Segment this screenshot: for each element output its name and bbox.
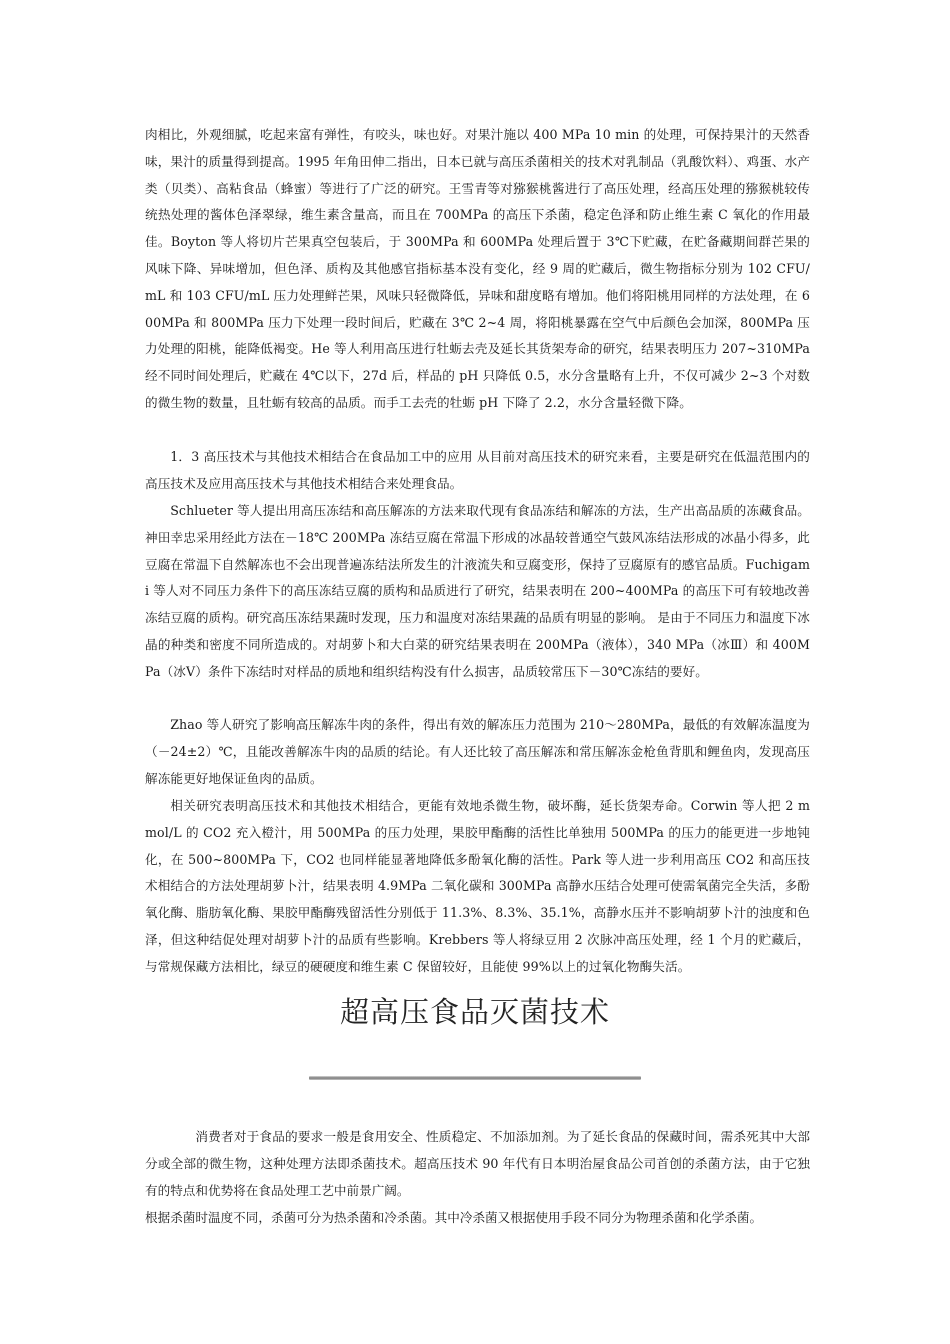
title-divider [309,1076,641,1080]
section-title: 超高压食品灭菌技术 [339,995,610,1029]
paragraph-sterilization-types: 根据杀菌时温度不同，杀菌可分为热杀菌和冷杀菌。其中冷杀菌又根据使用手段不同分为物理杀菌和化学杀菌。 [145,1210,763,1225]
paragraph-sterilization-intro: 消费者对于食品的要求一般是食用安全、性质稳定、不加添加剂。为了延长食品的保藏时间，需杀死其中大部分或全部的微生物，这种处理方法即杀菌技术。超高压技术 90 年代有日本明治屋食品公司首创的杀菌方法，由于它独有的特点和优势将在食品处理工艺中前景广阔。 [145,1129,810,1198]
paragraph-section-1-3: 1．3 高压技术与其他技术相结合在食品加工中的应用 从目前对高压技术的研究来看，主要是研究在低温范围内的高压技术及应用高压技术与其他技术相结合来处理食品。 [145,449,810,491]
paragraph-high-pressure-thawing: Zhao 等人研究了影响高压解冻牛肉的条件，得出有效的解冻压力范围为 210～280MPa，最低的有效解冻温度为（－24±2）℃，且能改善解冻牛肉的品质的结论。有人还比较了高压解冻和常压解冻金枪鱼背肌和鲤鱼肉，发现高压解冻能更好地保证鱼肉的品质。 [145,717,810,786]
paragraph-high-pressure-applications: 肉相比，外观细腻，吃起来富有弹性，有咬头，味也好。对果汁施以 400 MPa 10 min 的处理，可保持果汁的天然香味，果汁的质量得到提高。1995 年角田伸二指出，日本已就与高压杀菌相关的技术对乳制品（乳酸饮料）、鸡蛋、水产类（贝类）、高粘食品（蜂蜜）等进行了广泛的研究。王雪青等对猕猴桃酱进行了高压处理，经高压处理的猕猴桃较传统热处理的酱体色泽翠绿，维生素含量高，而且在 700MPa 的高压下杀菌，稳定色泽和防止维生素 C 氧化的作用最佳。Boyton 等人将切片芒果真空包装后，于 300MPa 和 600MPa 处理后置于 3℃下贮藏，在贮备藏期间群芒果的风味下降、异味增加，但色泽、质构及其他感官指标基本没有变化，经 9 周的贮藏后，微生物指标分别为 102 CFU/mL 和 103 CFU/mL 压力处理鲜芒果，风味只轻微降低，异味和甜度略有增加。他们将阳桃用同样的方法处理，在 600MPa 和 800MPa 压力下处理一段时间后，贮藏在 3℃ 2~4 周，将阳桃暴露在空气中后颜色会加深，800MPa 压力处理的阳桃，能降低褐变。He 等人利用高压进行牡蛎去壳及延长其货架寿命的研究，结果表明压力 207~310MPa 经不同时间处理后，贮藏在 4℃以下，27d 后，样品的 pH 只降低 0.5，水分含量略有上升，不仅可减少 2~3 个对数的微生物的数量，且牡蛎有较高的品质。而手工去壳的牡蛎 pH 下降了 2.2，水分含量轻微下降。 [145,127,810,410]
paragraph-combined-techniques: 相关研究表明高压技术和其他技术相结合，更能有效地杀微生物，破坏酶，延长货架寿命。Corwin 等人把 2 m mol/L 的 CO2 充入橙汁，用 500MPa 的压力处理，果胶甲酯酶的活性比单独用 500MPa 的压力的能更进一步地钝化，在 500~800MPa 下，CO2 也同样能显著地降低多酚氧化酶的活性。Park 等人进一步利用高压 CO2 和高压技术相结合的方法处理胡萝卜汁，结果表明 4.9MPa 二氧化碳和 300MPa 高静水压结合处理可使需氧菌完全失活，多酚氧化酶、脂肪氧化酶、果胶甲酯酶残留活性分别低于 11.3%、8.3%、35.1%，高静水压并不影响胡萝卜汁的浊度和色泽，但这种结促处理对胡萝卜汁的品质有些影响。Krebbers 等人将绿豆用 2 次脉冲高压处理，经 1 个月的贮藏后，与常规保藏方法相比，绿豆的硬硬度和维生素 C 保留较好，且能使 99%以上的过氧化物酶失活。 [145,798,810,974]
paragraph-high-pressure-freezing: Schlueter 等人提出用高压冻结和高压解冻的方法来取代现有食品冻结和解冻的方法，生产出高品质的冻藏食品。神田幸忠采用经此方法在－18℃ 200MPa 冻结豆腐在常温下形成的冰晶较普通空气鼓风冻结法形成的冰晶小得多，此豆腐在常温下自然解冻也不会出现普遍冻结法所发生的汁液流失和豆腐变形，保持了豆腐原有的感官品质。Fuchigami 等人对不同压力条件下的高压冻结豆腐的质构和品质进行了研究，结果表明在 200~400MPa 的高压下可有较地改善冻结豆腐的质构。研究高压冻结果蔬时发现，压力和温度对冻结果蔬的品质有明显的影响。 是由于不同压力和温度下冰晶的种类和密度不同所造成的。对胡萝卜和大白菜的研究结果表明在 200MPa（液体），340 MPa（冰Ⅲ）和 400MPa（冰Ⅴ）条件下冻结时对样品的质地和组织结构没有什么损害，品质较常压下－30℃冻结的要好。 [145,503,810,679]
